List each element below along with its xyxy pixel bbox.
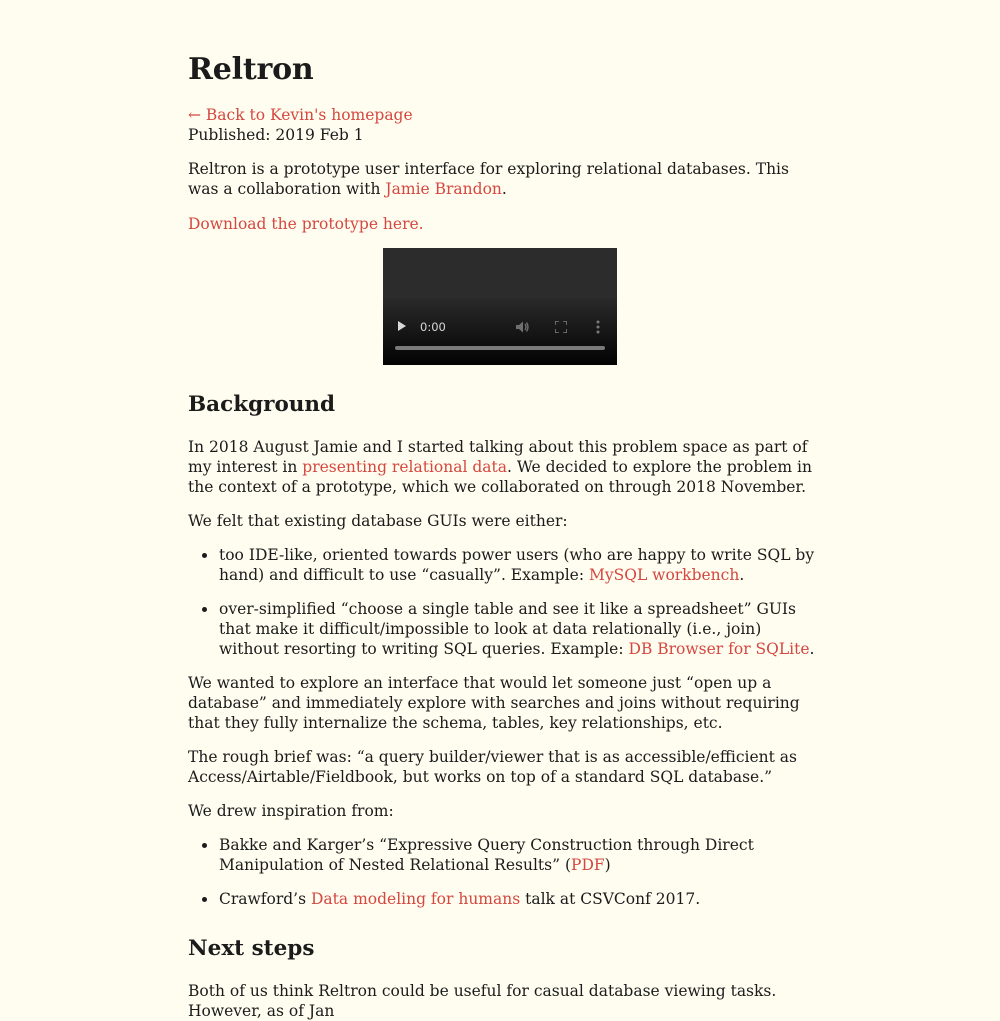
download-paragraph	[188, 214, 818, 234]
data-modeling-for-humans-link[interactable]: Data modeling for humans	[311, 889, 521, 908]
db-browser-sqlite-link[interactable]: DB Browser for SQLite	[628, 640, 810, 659]
intro-text-end: .	[501, 180, 507, 199]
video-time: 0:00	[420, 320, 446, 334]
play-icon[interactable]	[398, 321, 406, 331]
article-meta	[188, 105, 818, 145]
next-steps-heading: Next steps	[188, 936, 315, 961]
list-item	[188, 835, 818, 875]
mysql-workbench-link[interactable]: MySQL workbench	[589, 566, 740, 585]
list-item-text: Crawford’s	[219, 889, 311, 908]
next-steps-paragraph-1: Both of us think Reltron could be useful for casual database viewing tasks. However, as of Jan	[188, 982, 777, 1021]
list-item-text: Bakke and Karger’s “Expressive Query Construction through Direct Manipulation of Nested Relational Results” (	[219, 836, 754, 875]
download-link[interactable]: Download the prototype here.	[188, 215, 424, 233]
list-item	[188, 545, 818, 585]
inspiration-list	[188, 835, 818, 909]
paragraph-text: In 2018 August Jamie and I started talking about this problem space as part of my interest in	[188, 438, 808, 477]
intro-paragraph	[188, 159, 818, 199]
background-heading: Background	[188, 392, 336, 417]
jamie-brandon-link[interactable]: Jamie Brandon	[385, 180, 502, 199]
video-progress-bar[interactable]	[395, 346, 605, 350]
list-item	[188, 889, 818, 909]
pdf-link[interactable]: PDF	[571, 856, 605, 875]
video-frame	[383, 248, 617, 298]
fullscreen-icon[interactable]	[555, 321, 567, 333]
presenting-relational-data-link[interactable]: presenting relational data	[302, 458, 507, 477]
gui-types-list	[188, 545, 818, 660]
list-item-text: over-simplified “choose a single table and see it like a spreadsheet” GUIs that make it difficult/impossible to look at data relationally (i.e., join) without resorting to writing SQL queries. Example:	[219, 599, 797, 659]
background-paragraph-1	[188, 437, 818, 498]
background-paragraph-4: The rough brief was: “a query builder/viewer that is as accessible/efficient as Access/Airtable/Fieldbook, but works on top of a standard SQL database.”	[188, 748, 797, 787]
more-options-icon[interactable]	[594, 320, 602, 334]
list-item-text: too IDE-like, oriented towards power users (who are happy to write SQL by hand) and difficult to use “casually”. Example:	[219, 546, 815, 585]
list-item-text-end: .	[739, 566, 745, 585]
background-paragraph-2: We felt that existing database GUIs were either:	[188, 512, 568, 530]
list-item-text-end: talk at CSVConf 2017.	[520, 889, 701, 908]
background-paragraph-3: We wanted to explore an interface that would let someone just “open up a database” and immediately explore with searches and joins without requiring that they fully internalize the schema, tables, key relationships, etc.	[188, 674, 800, 733]
list-item-text-end: .	[809, 640, 815, 659]
published-date: Published: 2019 Feb 1	[188, 126, 364, 145]
intro-text: Reltron is a prototype user interface for exploring relational databases. This was a collaboration with	[188, 160, 789, 199]
list-item-text-end: )	[604, 856, 611, 875]
background-paragraph-5: We drew inspiration from:	[188, 802, 394, 820]
video-controls-gradient	[383, 298, 617, 365]
paragraph-text-end: . We decided to explore the problem in the context of a prototype, which we collaborated on through 2018 November.	[188, 458, 812, 497]
back-link[interactable]: ← Back to Kevin's homepage	[188, 106, 413, 124]
list-item	[188, 599, 818, 660]
volume-icon[interactable]	[516, 321, 530, 333]
page-title: Reltron	[188, 52, 314, 87]
video-player[interactable]	[383, 248, 617, 365]
